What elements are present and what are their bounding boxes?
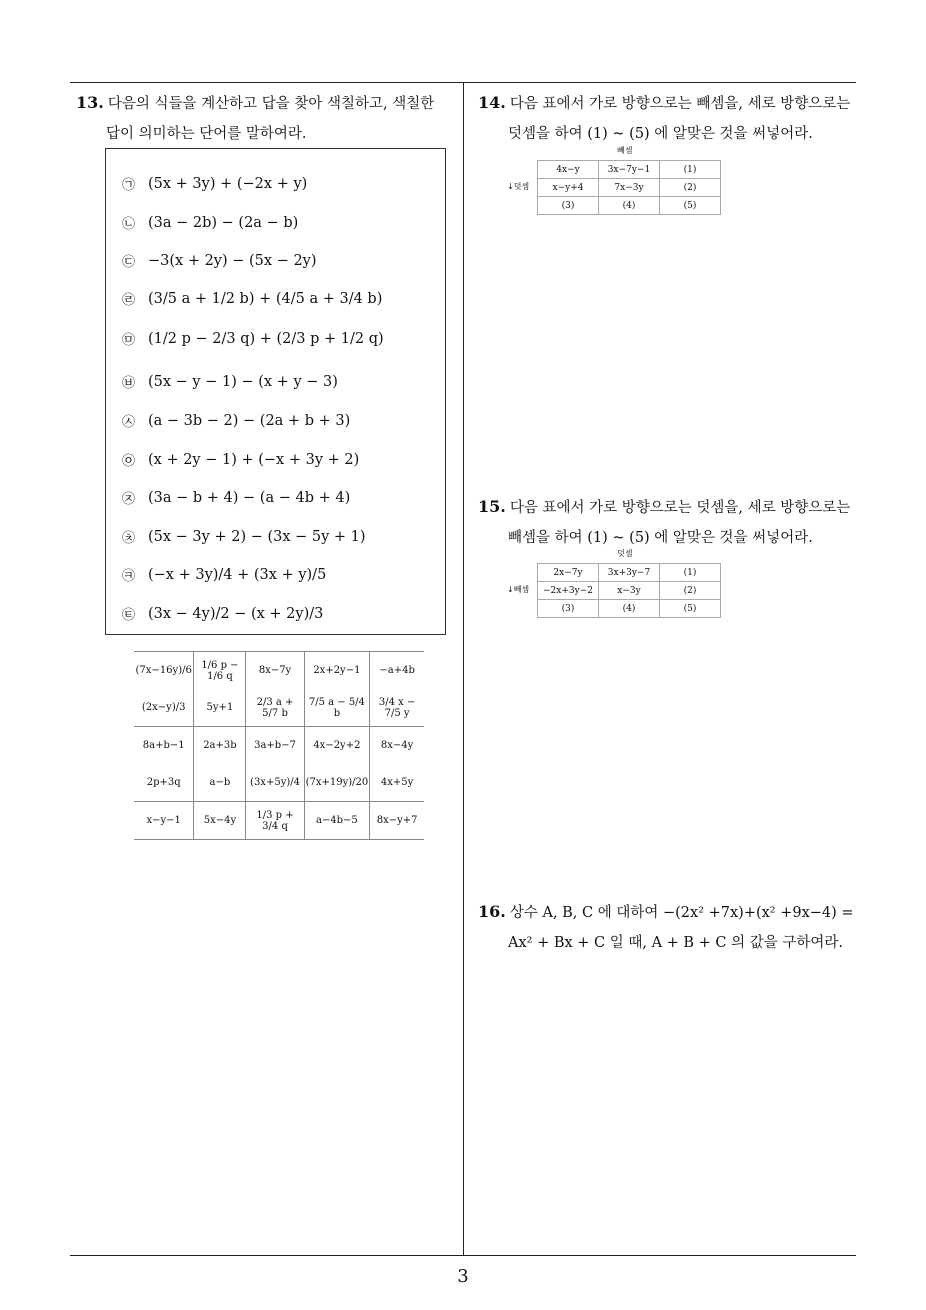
expression-text: (5x − 3y + 2) − (3x − 5y + 1) <box>148 528 366 545</box>
question-text: 다음 표에서 가로 방향으로는 덧셈을, 세로 방향으로는 <box>509 500 851 516</box>
question-text: 상수 A, B, C 에 대하여 −(2x² +7x)+(x² +9x−4) = <box>509 905 854 921</box>
bottom-rule <box>70 1255 856 1256</box>
answer-cell[interactable]: 5y+1 <box>194 689 246 727</box>
question-text: 다음의 식들을 계산하고 답을 찾아 색칠하고, 색칠한 <box>107 96 435 112</box>
expression-item <box>122 174 307 193</box>
question-text: Ax² + Bx + C 일 때, A + B + C 의 값을 구하여라. <box>508 935 844 951</box>
table-cell: 3x+3y−7 <box>599 564 660 582</box>
expression-text: (5x − y − 1) − (x + y − 3) <box>148 373 338 390</box>
expression-box <box>105 148 446 635</box>
expression-text: (3a − 2b) − (2a − b) <box>148 214 299 231</box>
page-number: 3 <box>457 1266 469 1287</box>
expression-item <box>122 488 350 507</box>
expression-text: (3a − b + 4) − (a − 4b + 4) <box>148 489 351 506</box>
answer-cell[interactable]: x−y−1 <box>134 802 194 840</box>
table-cell[interactable]: (2) <box>660 179 721 197</box>
answer-cell[interactable]: a−b <box>194 764 246 802</box>
expression-text: −3(x + 2y) − (5x − 2y) <box>148 252 317 269</box>
expression-item <box>122 289 382 308</box>
item-mark: ㉣ <box>122 293 136 308</box>
table-cell: 3x−7y−1 <box>599 161 660 179</box>
answer-cell[interactable]: 2p+3q <box>146 777 181 788</box>
answer-cell[interactable]: (7x−16y)/6 <box>134 652 194 690</box>
table-cell: 7x−3y <box>599 179 660 197</box>
table-cell: x−y+4 <box>538 179 599 197</box>
expression-item <box>122 251 317 270</box>
answer-cell[interactable]: 3a+b−7 <box>246 727 304 765</box>
answer-cell[interactable]: a−4b−5 <box>304 802 370 840</box>
table-cell[interactable]: (2) <box>660 582 721 600</box>
item-mark: ㉠ <box>122 178 136 193</box>
table-cell[interactable]: (1) <box>660 564 721 582</box>
answer-cell[interactable]: 2a+3b <box>194 727 246 765</box>
table-cell[interactable]: (3) <box>538 600 599 618</box>
answer-cell[interactable]: 4x−2y+2 <box>304 727 370 765</box>
question-15 <box>478 492 863 553</box>
expression-text: (x + 2y − 1) + (−x + 3y + 2) <box>148 451 360 468</box>
expression-item <box>122 565 326 584</box>
q14-table <box>537 160 721 215</box>
expression-text: (3x − 4y)/2 − (x + 2y)/3 <box>148 605 324 622</box>
table-cell: 2x−7y <box>538 564 599 582</box>
table-cell: x−3y <box>599 582 660 600</box>
q15-table <box>537 563 721 618</box>
expression-item <box>122 329 384 348</box>
answer-cell[interactable]: 1/6 p − 1/6 q <box>194 652 246 690</box>
expression-item <box>122 372 338 391</box>
answer-cell[interactable]: (2x−y)/3 <box>141 702 186 713</box>
table-cell[interactable]: (4) <box>599 197 660 215</box>
answer-cell[interactable]: 7/5 a − 5/4 b <box>304 689 370 727</box>
answer-cell[interactable]: (7x+19y)/20 <box>304 764 370 802</box>
item-mark: ㉢ <box>122 255 136 270</box>
expression-text: (3/5 a + 1/2 b) + (4/5 a + 3/4 b) <box>148 290 383 307</box>
question-16 <box>478 897 863 958</box>
item-mark: ㉨ <box>122 492 136 507</box>
question-13 <box>76 88 461 149</box>
answer-cell[interactable]: 8a+b−1 <box>134 727 194 765</box>
question-number: 14. <box>478 93 506 112</box>
item-mark: ㉡ <box>122 217 136 232</box>
item-mark: ㉤ <box>122 333 136 348</box>
table-cell: 4x−y <box>538 161 599 179</box>
answer-cell[interactable]: 8x−4y <box>370 727 424 765</box>
expression-item <box>122 527 366 546</box>
answer-cell[interactable]: 8x−7y <box>246 652 304 690</box>
table-cell[interactable]: (5) <box>660 600 721 618</box>
table-top-label: 빼셈 <box>617 146 633 155</box>
item-mark: ㉧ <box>122 454 136 469</box>
answer-cell[interactable]: 2/3 a + 5/7 b <box>246 689 304 727</box>
table-cell: −2x+3y−2 <box>538 582 599 600</box>
answer-cell[interactable]: (3x+5y)/4 <box>246 764 304 802</box>
table-cell[interactable]: (3) <box>538 197 599 215</box>
answer-cell[interactable]: 1/3 p + 3/4 q <box>246 802 304 840</box>
expression-item <box>122 450 359 469</box>
expression-item <box>122 213 298 232</box>
question-text: 답이 의미하는 단어를 말하여라. <box>106 126 307 142</box>
expression-text: (1/2 p − 2/3 q) + (2/3 p + 1/2 q) <box>148 330 384 347</box>
answer-grid <box>134 651 424 840</box>
table-cell[interactable]: (1) <box>660 161 721 179</box>
expression-item <box>122 604 323 623</box>
table-top-label: 덧셈 <box>617 549 633 558</box>
item-mark: ㉦ <box>122 415 136 430</box>
expression-item <box>122 411 350 430</box>
answer-cell[interactable]: −a+4b <box>370 652 424 690</box>
answer-cell[interactable]: 4x+5y <box>370 764 424 802</box>
expression-text: (−x + 3y)/4 + (3x + y)/5 <box>148 566 327 583</box>
column-divider <box>463 82 464 1255</box>
table-cell[interactable]: (5) <box>660 197 721 215</box>
answer-cell[interactable]: 5x−4y <box>194 802 246 840</box>
question-number: 16. <box>478 902 506 921</box>
answer-cell[interactable]: 8x−y+7 <box>370 802 424 840</box>
item-mark: ㉪ <box>122 569 136 584</box>
table-side-label: ↓덧셈 <box>507 182 530 191</box>
table-side-label: ↓빼셈 <box>507 585 530 594</box>
item-mark: ㉫ <box>122 608 136 623</box>
expression-text: (5x + 3y) + (−2x + y) <box>148 175 308 192</box>
question-number: 13. <box>76 93 104 112</box>
question-text: 덧셈을 하여 (1) ~ (5) 에 알맞은 것을 써넣어라. <box>508 126 813 142</box>
question-text: 다음 표에서 가로 방향으로는 빼셈을, 세로 방향으로는 <box>509 96 851 112</box>
question-text: 빼셈을 하여 (1) ~ (5) 에 알맞은 것을 써넣어라. <box>508 530 813 546</box>
answer-cell[interactable]: 2x+2y−1 <box>304 652 370 690</box>
expression-text: (a − 3b − 2) − (2a + b + 3) <box>148 412 351 429</box>
answer-cell[interactable]: 3/4 x − 7/5 y <box>370 689 424 727</box>
table-cell[interactable]: (4) <box>599 600 660 618</box>
item-mark: ㉥ <box>122 376 136 391</box>
question-number: 15. <box>478 497 506 516</box>
item-mark: ㉩ <box>122 531 136 546</box>
question-14 <box>478 88 863 149</box>
